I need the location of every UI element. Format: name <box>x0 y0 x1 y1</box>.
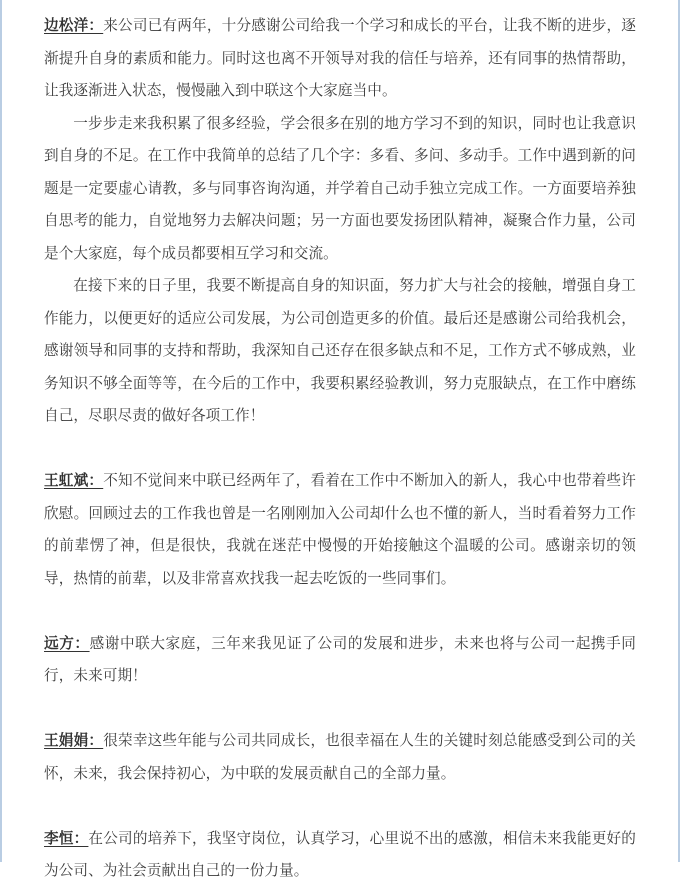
article-body <box>44 10 636 888</box>
testimonial-paragraph <box>44 465 636 595</box>
testimonial-wang-juanjuan <box>44 725 636 790</box>
section-spacer <box>44 433 636 466</box>
author-name: 王娟娟： <box>44 732 104 749</box>
testimonial-paragraph <box>44 823 636 888</box>
testimonial-yuan-fang <box>44 628 636 693</box>
author-name: 王虹斌： <box>44 472 104 489</box>
author-name: 李恒： <box>44 829 89 847</box>
testimonial-paragraph: 一步步走来我积累了很多经验，学会很多在别的地方学习不到的知识，同时也让我意识到自身的不足。在工作中我简单的总结了几个字：多看、多问、多动手。工作中遇到新的问题是一定要虚心请教，多与同事咨询沟通，并学着自己动手独立完成工作。一方面要培养独自思考的能力，自觉地努力去解决问题；另一方面也要发扬团队精神，凝聚合作力量，公司是个大家庭，每个成员都要相互学习和交流。 <box>44 114 636 262</box>
section-spacer <box>44 790 636 823</box>
testimonial-paragraph: 在接下来的日子里，我要不断提高自身的知识面，努力扩大与社会的接触，增强自身工作能力，以便更好的适应公司发展，为公司创造更多的价值。最后还是感谢公司给我机会，感谢领导和同事的支持和帮助，我深知自己还存在很多缺点和不足，工作方式不够成熟，业务知识不够全面等等，在今后的工作中，我要积累经验教训，努力克服缺点，在工作中磨练自己，尽职尽责的做好各项工作！ <box>44 277 636 424</box>
testimonial-paragraph <box>44 10 636 108</box>
section-spacer <box>44 693 636 726</box>
author-name: 远方： <box>44 634 90 652</box>
testimonial-text: 在公司的培养下，我坚守岗位，认真学习，心里说不出的感激，相信未来我能更好的为公司、为社会贡献出自己的一份力量。 <box>44 829 637 879</box>
testimonial-text: 很荣幸这些年能与公司共同成长，也很幸福在人生的关键时刻总能感受到公司的关怀，未来，我会保持初心，为中联的发展贡献自己的全部力量。 <box>44 732 636 782</box>
testimonial-text: 来公司已有两年，十分感谢公司给我一个学习和成长的平台，让我不断的进步，逐渐提升自身的素质和能力。同时这也离不开领导对我的信任与培养，还有同事的热情帮助，让我逐渐进入状态，慢慢融入到中联这个大家庭当中。 <box>44 17 636 99</box>
testimonial-paragraph <box>44 628 636 693</box>
author-name: 边松洋： <box>44 17 104 34</box>
testimonial-wang-hongbin <box>44 465 636 595</box>
testimonial-li-heng <box>44 823 636 888</box>
section-spacer <box>44 595 636 628</box>
testimonial-bian-songyang <box>44 10 636 433</box>
testimonial-text: 不知不觉间来中联已经两年了，看着在工作中不断加入的新人，我心中也带着些许欣慰。回顾过去的工作我也曾是一名刚刚加入公司却什么也不懂的新人，当时看着努力工作的前辈愣了神，但是很快，我就在迷茫中慢慢的开始接触这个温暖的公司。感谢亲切的领导，热情的前辈，以及非常喜欢找我一起去吃饭的一些同事们。 <box>44 472 636 587</box>
testimonial-text: 感谢中联大家庭，三年来我见证了公司的发展和进步，未来也将与公司一起携手同行，未来可期！ <box>44 634 636 684</box>
testimonial-paragraph <box>44 725 636 790</box>
